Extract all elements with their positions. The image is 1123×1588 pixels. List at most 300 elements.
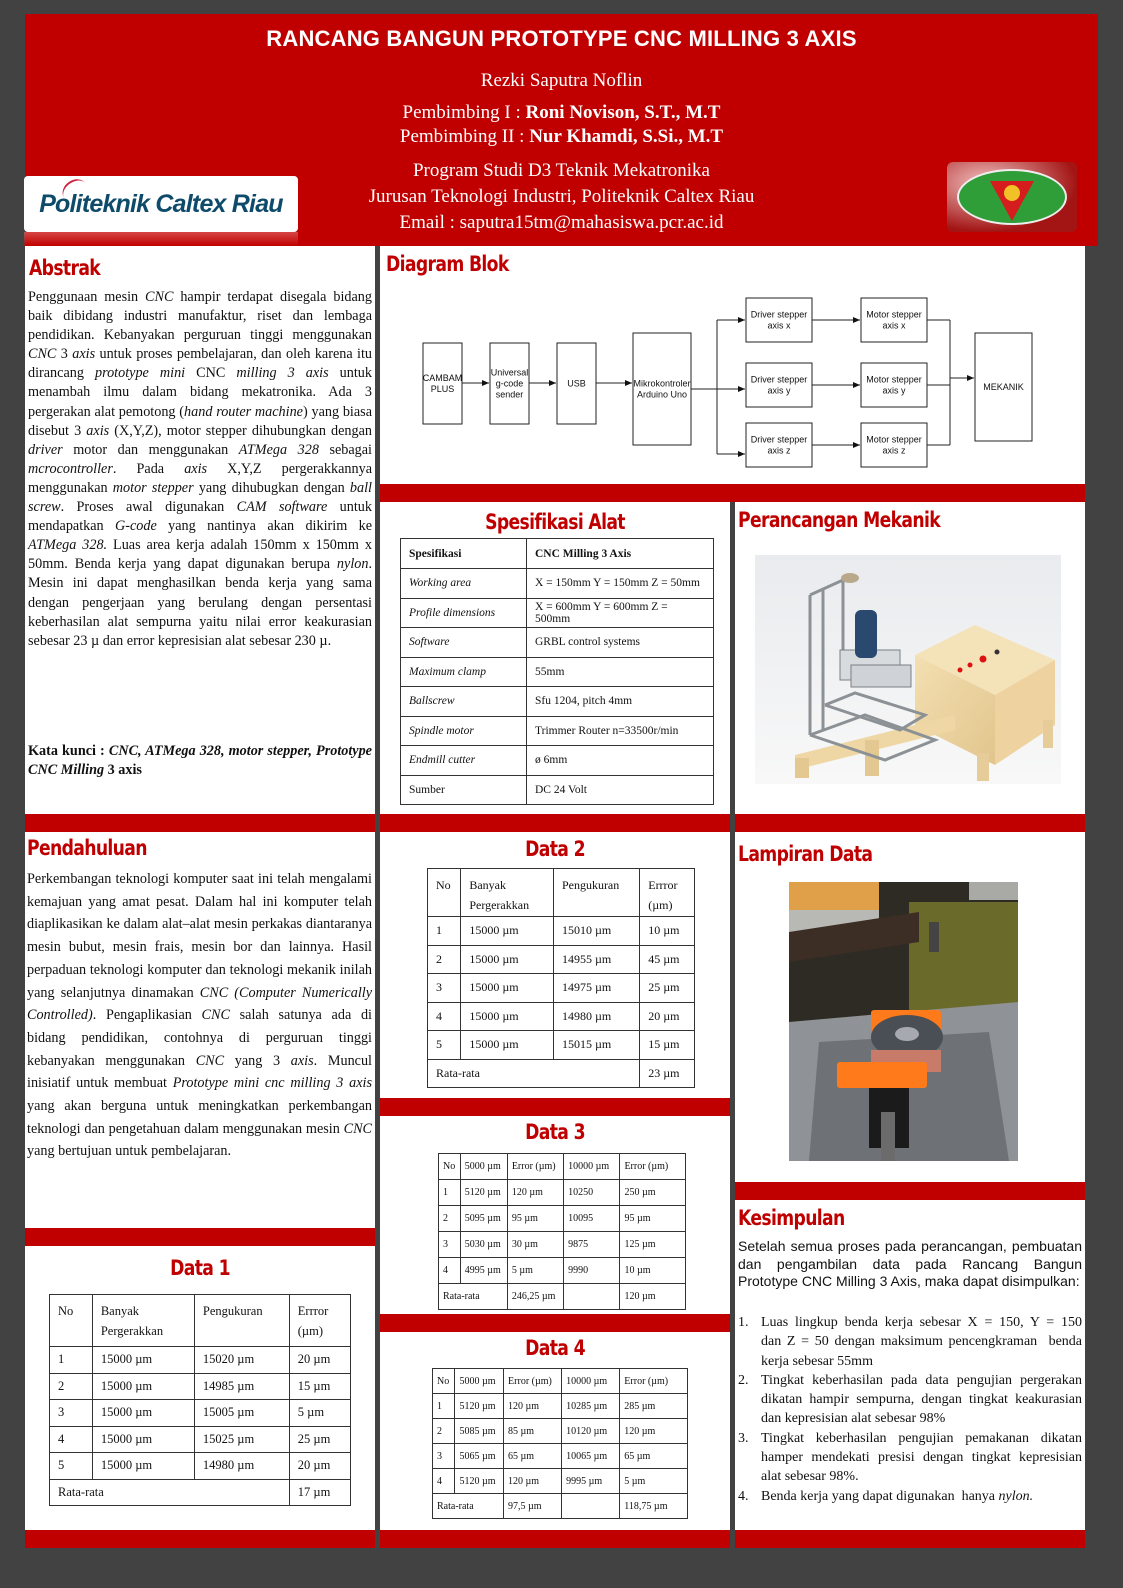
table-cell: 15000 µm	[461, 974, 554, 1003]
item-number: 4.	[738, 1488, 749, 1504]
table-cell: 15020 µm	[194, 1347, 289, 1374]
divider-bar	[25, 814, 375, 832]
column-header: 10000 µm	[564, 1154, 620, 1180]
table-cell: 5	[50, 1453, 93, 1480]
table-cell: 9875	[564, 1232, 620, 1258]
block-label: Mikrokontroler	[633, 378, 691, 389]
diagram-heading: Diagram Blok	[386, 252, 509, 276]
column-header: No	[428, 869, 461, 917]
table-cell: 3	[428, 974, 461, 1003]
block-label: MEKANIK	[983, 382, 1024, 392]
table-cell: 25 µm	[640, 974, 695, 1003]
block-label: USB	[567, 378, 586, 389]
email: Email : saputra15tm@mahasiswa.pcr.ac.id	[399, 212, 724, 233]
spec-name: Sumber	[401, 775, 527, 805]
politeknik-caltex-riau-logo	[24, 176, 298, 232]
table-cell: 5120 µm	[460, 1180, 507, 1206]
block-label: Motor stepper	[866, 374, 922, 385]
table-cell: 4995 µm	[460, 1258, 507, 1284]
table-cell: 14955 µm	[553, 945, 639, 974]
table-row	[401, 628, 714, 658]
average-value: 118,75 µm	[620, 1494, 688, 1519]
table-row	[428, 945, 695, 974]
conclusion-item	[738, 1429, 1089, 1487]
table-row	[50, 1400, 351, 1427]
average-row	[50, 1479, 351, 1506]
table-cell: 45 µm	[640, 945, 695, 974]
table-cell: 5085 µm	[455, 1419, 504, 1444]
column-header: No	[439, 1154, 461, 1180]
poster-title: RANCANG BANGUN PROTOTYPE CNC MILLING 3 AXIS	[266, 26, 857, 51]
table-cell: 15000 µm	[461, 1031, 554, 1060]
text-segment: G-code	[115, 518, 157, 535]
table-cell: 4	[439, 1258, 461, 1284]
text-segment: . Pada	[112, 460, 185, 477]
advisor-2	[25, 126, 1098, 148]
column-header: Pengukuran	[553, 869, 639, 917]
pendahuluan-panel	[25, 832, 375, 1228]
table-cell: 10285 µm	[562, 1394, 620, 1419]
table-row	[50, 1347, 351, 1374]
table-cell: 120 µm	[620, 1419, 688, 1444]
table-cell: 5 µm	[289, 1400, 350, 1427]
table-cell: 10095	[564, 1206, 620, 1232]
table-cell: 285 µm	[620, 1394, 688, 1419]
table-cell: 20 µm	[289, 1347, 350, 1374]
spec-value: Trimmer Router n=33500r/min	[527, 716, 714, 746]
table-row	[401, 657, 714, 687]
average-row	[439, 1284, 686, 1310]
spec-value: ø 6mm	[527, 746, 714, 776]
column-header: 5000 µm	[455, 1369, 504, 1394]
keywords	[28, 742, 372, 780]
advisor-2-name: Nur Khamdi, S.Si., M.T	[529, 126, 724, 147]
table-cell: 20 µm	[289, 1453, 350, 1480]
item-text: Tingkat keberhasilan pada data pengujian pergerakan dikatan hampir sempurna, dengan tingkat keakurasian dan kepresisian alat sebesar 98%	[761, 1372, 1086, 1427]
spesifikasi-panel	[380, 502, 730, 814]
logo-reflection	[24, 232, 298, 246]
block-label: CAMBAM	[422, 373, 463, 383]
mekanik-heading: Perancangan Mekanik	[738, 508, 941, 532]
table-row	[401, 775, 714, 805]
block-label: axis x	[767, 320, 791, 331]
spec-value: DC 24 Volt	[527, 775, 714, 805]
column-header: Errror (µm)	[289, 1295, 350, 1347]
mechatronics-emblem-icon	[947, 162, 1077, 232]
table-cell: 1	[50, 1347, 93, 1374]
text-segment: 3	[56, 346, 73, 363]
table-header-row	[401, 539, 714, 569]
table-cell: 2	[433, 1419, 455, 1444]
pendahuluan-text	[27, 868, 372, 1163]
divider-bar	[735, 814, 1085, 832]
text-segment: ATMega 328	[238, 441, 319, 458]
table-header-row	[50, 1295, 351, 1347]
text-segment: ball screw	[28, 479, 372, 516]
table-cell: 25 µm	[289, 1426, 350, 1453]
text-segment: mcrocontroller	[28, 460, 113, 477]
author-name: Rezki Saputra Noflin	[480, 70, 643, 91]
table-cell: 15000 µm	[92, 1347, 194, 1374]
average-value	[564, 1284, 620, 1310]
block-label: axis z	[882, 445, 906, 456]
table-row	[439, 1180, 686, 1206]
data2-table	[427, 868, 695, 1088]
spec-value: X = 600mm Y = 600mm Z = 500mm	[527, 598, 714, 628]
text-segment: yang bertujuan untuk pembelajaran.	[27, 1143, 232, 1160]
table-cell: 10 µm	[620, 1258, 686, 1284]
block-label: Driver stepper	[750, 309, 808, 320]
average-value: 97,5 µm	[504, 1494, 562, 1519]
abstrak-panel	[25, 246, 375, 814]
text-segment: . Mesin ini dapat menghasilkan benda kerja yang sama dengan pengerjaan yang berulang dengan persentasi keberhasilan alat sempurna yaitu nilai error keakurasian sebesar 23 µ dan error kepresisian alat sebesar 230 µ.	[28, 556, 372, 649]
average-label: Rata-rata	[428, 1059, 640, 1088]
advisor-1	[25, 102, 1098, 124]
column-header: Errror (µm)	[640, 869, 695, 917]
table-cell: 15000 µm	[461, 1002, 554, 1031]
divider-bar	[380, 1098, 730, 1116]
table-cell: 3	[439, 1232, 461, 1258]
divider-bar	[380, 814, 730, 832]
table-cell: 10250	[564, 1180, 620, 1206]
table-row	[50, 1373, 351, 1400]
table-row	[401, 716, 714, 746]
advisor-2-label: Pembimbing II :	[399, 126, 530, 147]
item-text-italic: nylon.	[998, 1488, 1034, 1504]
column-header: Spesifikasi	[401, 539, 527, 569]
text-segment: prototype mini	[94, 365, 186, 382]
text-segment: yang dihubugkan dengan	[193, 479, 350, 496]
text-segment: salah satunya ada di bidang pendidikan, contohnya di perguruan tinggi kebanyakan menggunakan	[27, 1007, 372, 1069]
table-cell: 1	[433, 1394, 455, 1419]
table-row	[50, 1453, 351, 1480]
text-segment: CAM software	[236, 499, 328, 516]
block-label: Driver stepper	[750, 374, 808, 385]
block-diagram	[380, 246, 1085, 484]
table-header-row	[428, 869, 695, 917]
table-cell: 14975 µm	[553, 974, 639, 1003]
table-cell: 14985 µm	[194, 1373, 289, 1400]
table-cell: 9995 µm	[562, 1469, 620, 1494]
kesimpulan-panel	[735, 1200, 1117, 1530]
average-value: 23 µm	[640, 1059, 695, 1088]
table-cell: 4	[433, 1469, 455, 1494]
milled-workpiece-photo	[789, 882, 1018, 1161]
block-label: g-code	[495, 378, 524, 389]
data1-heading: Data 1	[170, 1256, 230, 1280]
advisor-1-name: Roni Novison, S.T., M.T	[525, 102, 721, 123]
divider-bar	[735, 1182, 1085, 1200]
lampiran-heading: Lampiran Data	[738, 842, 873, 866]
column-header: 5000 µm	[460, 1154, 507, 1180]
table-row	[428, 1031, 695, 1060]
table-cell: 15000 µm	[92, 1400, 194, 1427]
pendahuluan-heading: Pendahuluan	[27, 836, 147, 860]
emblem-star-icon	[1004, 185, 1020, 201]
table-cell: 15010 µm	[553, 917, 639, 946]
text-segment: axis	[86, 422, 110, 439]
table-cell: 2	[428, 945, 461, 974]
conclusion-item	[738, 1313, 1117, 1371]
divider-bar	[25, 1228, 375, 1246]
spec-name: Working area	[401, 569, 527, 599]
table-row	[439, 1206, 686, 1232]
table-cell: 1	[439, 1180, 461, 1206]
table-row	[401, 746, 714, 776]
table-cell: 14980 µm	[553, 1002, 639, 1031]
table-cell: 2	[50, 1373, 93, 1400]
column-header: No	[433, 1369, 455, 1394]
average-value	[562, 1494, 620, 1519]
text-segment: hampir terdapat disegala bidang baik dibidang industri manufaktur, riset dan lembaga pendidikan. Kebanyakan perguruan tinggi menggunakan	[28, 289, 372, 344]
table-cell: 15 µm	[640, 1031, 695, 1060]
column-header: CNC Milling 3 Axis	[527, 539, 714, 569]
text-segment: axis	[184, 460, 208, 477]
average-label: Rata-rata	[439, 1284, 508, 1310]
text-segment: milling 3 axis	[236, 365, 329, 382]
block-label: Motor stepper	[866, 434, 922, 445]
table-header-row	[433, 1369, 688, 1394]
spesifikasi-table	[400, 538, 714, 805]
table-cell: 20 µm	[640, 1002, 695, 1031]
table-cell: 30 µm	[507, 1232, 563, 1258]
table-row	[428, 974, 695, 1003]
block-label: sender	[495, 389, 524, 400]
lampiran-panel	[735, 832, 1085, 1182]
text-segment: X,Y,Z pergerakkannya menggunakan	[28, 460, 372, 496]
table-cell: 5120 µm	[455, 1394, 504, 1419]
kesimpulan-intro: Setelah semua proses pada perancangan, pembuatan dan pengambilan data pada Rancang Bangun Prototype CNC Milling 3 Axis, maka dapat disimpulkan:	[738, 1238, 1082, 1289]
table-cell: 4	[50, 1426, 93, 1453]
table-cell: 5 µm	[507, 1258, 563, 1284]
keywords-tail: 3 axis	[104, 762, 142, 779]
kesimpulan-list	[738, 1313, 1117, 1506]
block-label: Universal	[490, 367, 529, 378]
text-segment: Penggunaan mesin	[28, 289, 146, 305]
table-cell: 14980 µm	[194, 1453, 289, 1480]
text-segment: axis	[290, 1052, 314, 1069]
table-cell: 5095 µm	[460, 1206, 507, 1232]
block-label: PLUS	[430, 384, 455, 394]
table-cell: 2	[439, 1206, 461, 1232]
divider-bar	[380, 484, 1085, 502]
spec-value: Sfu 1204, pitch 4mm	[527, 687, 714, 717]
column-header: Pengukuran	[194, 1295, 289, 1347]
text-segment: untuk proses pembelajaran, dan oleh karena itu dirancang	[28, 346, 372, 382]
text-segment: untuk mendapatkan	[28, 499, 372, 535]
table-cell: 15025 µm	[194, 1426, 289, 1453]
conclusion-item	[738, 1487, 1082, 1506]
text-segment: Prototype mini cnc milling 3 axis	[172, 1075, 372, 1092]
department: Jurusan Teknologi Industri, Politeknik Caltex Riau	[368, 186, 755, 207]
text-segment: ATMega 328.	[28, 537, 108, 554]
text-segment: CNC	[195, 1052, 225, 1069]
table-cell: 9990	[564, 1258, 620, 1284]
table-cell: 5065 µm	[455, 1444, 504, 1469]
data4-heading: Data 4	[525, 1336, 585, 1360]
column-header: Banyak Pergerakkan	[461, 869, 554, 917]
item-number: 2.	[738, 1372, 749, 1388]
table-cell: 15000 µm	[461, 917, 554, 946]
table-row	[50, 1426, 351, 1453]
column-header: Error (µm)	[620, 1369, 688, 1394]
table-cell: 3	[50, 1400, 93, 1427]
column-header: Banyak Pergerakkan	[92, 1295, 194, 1347]
column-header: No	[50, 1295, 93, 1347]
item-number: 3.	[738, 1430, 749, 1446]
table-cell: 1	[428, 917, 461, 946]
text-segment: CNC	[343, 1120, 372, 1137]
text-segment: yang nantinya akan dikirim ke	[156, 518, 372, 535]
abstrak-text	[28, 288, 372, 651]
table-cell: 4	[428, 1002, 461, 1031]
column-header: 10000 µm	[562, 1369, 620, 1394]
item-text: Tingkat keberhasilan pengujian pemakanan dikatan hamper mendekati presisi dengan tingkat kepresisian alat sebesar 98%.	[761, 1430, 1089, 1485]
average-value: 246,25 µm	[507, 1284, 563, 1310]
table-row	[439, 1232, 686, 1258]
text-segment: yang akan berguna untuk meningkatkan perkembangan teknologi dan pengetahuan dalam menggunakan mesin	[27, 1098, 372, 1137]
text-segment: CNC	[185, 365, 237, 382]
table-cell: 15 µm	[289, 1373, 350, 1400]
study-program: Program Studi D3 Teknik Mekatronika	[412, 160, 710, 181]
table-header-row	[439, 1154, 686, 1180]
table-cell: 15000 µm	[461, 945, 554, 974]
column-header: Error (µm)	[620, 1154, 686, 1180]
conclusion-item	[738, 1371, 1086, 1429]
table-cell: 15005 µm	[194, 1400, 289, 1427]
data4-panel	[380, 1332, 730, 1530]
table-row	[433, 1394, 688, 1419]
text-segment: untuk menambah ilmu dalam bidang mekatronika. Ada 3 pergerakan alat pemotong (	[28, 365, 372, 420]
table-row	[433, 1444, 688, 1469]
text-segment: CNC	[28, 346, 57, 363]
table-cell: 125 µm	[620, 1232, 686, 1258]
block-label: Driver stepper	[750, 434, 808, 445]
text-segment: sebagai	[318, 441, 372, 458]
table-row	[433, 1419, 688, 1444]
text-segment: motor stepper	[112, 479, 194, 496]
spec-name: Endmill cutter	[401, 746, 527, 776]
table-row	[433, 1469, 688, 1494]
abstrak-heading: Abstrak	[29, 256, 101, 280]
spesifikasi-heading: Spesifikasi Alat	[485, 510, 625, 534]
spec-name: Software	[401, 628, 527, 658]
data3-heading: Data 3	[525, 1120, 585, 1144]
spec-value: 55mm	[527, 657, 714, 687]
block-label: axis y	[882, 385, 906, 396]
table-cell: 10065 µm	[562, 1444, 620, 1469]
table-row	[401, 687, 714, 717]
table-row	[428, 917, 695, 946]
item-text: Luas lingkup benda kerja sebesar X = 150, Y = 150 dan Z = 50 dengan maksimum pencengkraman benda kerja sebesar 55mm	[761, 1315, 1117, 1369]
table-cell: 15000 µm	[92, 1373, 194, 1400]
keywords-list: CNC, ATMega 328, motor stepper, Prototype CNC Milling	[28, 743, 372, 779]
table-cell: 120 µm	[504, 1469, 562, 1494]
table-cell: 95 µm	[507, 1206, 563, 1232]
text-segment: motor dan menggunakan	[62, 441, 239, 458]
average-label: Rata-rata	[50, 1479, 290, 1506]
spec-name: Maximum clamp	[401, 657, 527, 687]
mekanik-panel	[735, 502, 1085, 814]
kesimpulan-heading: Kesimpulan	[738, 1206, 845, 1230]
text-segment: Luas area kerja adalah 150mm x 150mm x 50mm. Benda kerja yang dapat digunakan berupa	[28, 537, 372, 573]
diagram-blok-panel	[380, 246, 1085, 484]
column-header: Error (µm)	[507, 1154, 563, 1180]
text-segment: . Muncul inisiatif untuk membuat	[27, 1052, 372, 1092]
text-segment: Perkembangan teknologi komputer saat ini telah mengalami kemajuan yang amat pesat. Dalam hal ini komputer telah diaplikasikan ke dalam alat–alat mesin perkakas diantaranya mesin bubut, mesin frais, mesin bor dan lainnya. Hasil perpaduan teknologi komputer dan teknologi mekanik inilah yang selanjutnya dinamakan	[27, 871, 372, 1001]
data2-panel	[380, 832, 730, 1098]
spec-name: Profile dimensions	[401, 598, 527, 628]
block-label: axis x	[882, 320, 906, 331]
table-cell: 250 µm	[620, 1180, 686, 1206]
average-label: Rata-rata	[433, 1494, 504, 1519]
table-cell: 95 µm	[620, 1206, 686, 1232]
divider-bar	[380, 1314, 730, 1332]
text-segment: CNC (Computer Numerically Controlled)	[27, 984, 373, 1024]
text-segment: . Proses awal digunakan	[60, 499, 237, 516]
table-cell: 120 µm	[507, 1180, 563, 1206]
divider-bar	[380, 1530, 730, 1548]
table-cell: 10120 µm	[562, 1419, 620, 1444]
table-cell: 15015 µm	[553, 1031, 639, 1060]
text-segment: ) yang biasa disebut 3	[28, 403, 372, 439]
table-cell: 10 µm	[640, 917, 695, 946]
table-row	[439, 1258, 686, 1284]
spec-name: Ballscrew	[401, 687, 527, 717]
table-cell: 15000 µm	[92, 1426, 194, 1453]
data4-table	[432, 1368, 688, 1519]
text-segment: CNC	[201, 1007, 230, 1024]
divider-bar	[735, 1530, 1085, 1548]
column-header: Error (µm)	[504, 1369, 562, 1394]
table-cell: 120 µm	[504, 1394, 562, 1419]
emblem-oval	[957, 169, 1067, 225]
average-row	[428, 1059, 695, 1088]
text-segment: hand router machine	[184, 403, 303, 420]
table-cell: 5	[428, 1031, 461, 1060]
text-segment: yang 3	[224, 1052, 291, 1069]
cnc-machine-render-image	[755, 555, 1061, 784]
table-cell: 5030 µm	[460, 1232, 507, 1258]
data2-heading: Data 2	[525, 837, 585, 861]
text-segment: axis	[72, 346, 96, 363]
table-cell: 65 µm	[620, 1444, 688, 1469]
block-label: Arduino Uno	[636, 389, 688, 400]
table-row	[428, 1002, 695, 1031]
table-cell: 5120 µm	[455, 1469, 504, 1494]
table-cell: 5 µm	[620, 1469, 688, 1494]
text-segment: nylon	[336, 556, 369, 573]
item-text: Benda kerja yang dapat digunakan hanya	[761, 1488, 999, 1504]
text-segment: driver	[28, 441, 63, 458]
table-cell: 65 µm	[504, 1444, 562, 1469]
block-label: axis y	[767, 385, 791, 396]
data1-table	[49, 1294, 351, 1506]
text-segment: (X,Y,Z), motor stepper dihubungkan dengan	[109, 422, 373, 439]
average-row	[433, 1494, 688, 1519]
average-value: 17 µm	[289, 1479, 350, 1506]
table-cell: 3	[433, 1444, 455, 1469]
advisor-1-label: Pembimbing I :	[402, 102, 526, 123]
block-label: axis z	[767, 445, 791, 456]
table-cell: 85 µm	[504, 1419, 562, 1444]
table-cell: 15000 µm	[92, 1453, 194, 1480]
data1-panel	[25, 1246, 375, 1530]
block-label: Motor stepper	[866, 309, 922, 320]
text-segment: . Pengaplikasian	[92, 1007, 202, 1024]
table-row	[401, 598, 714, 628]
average-value: 120 µm	[620, 1284, 686, 1310]
